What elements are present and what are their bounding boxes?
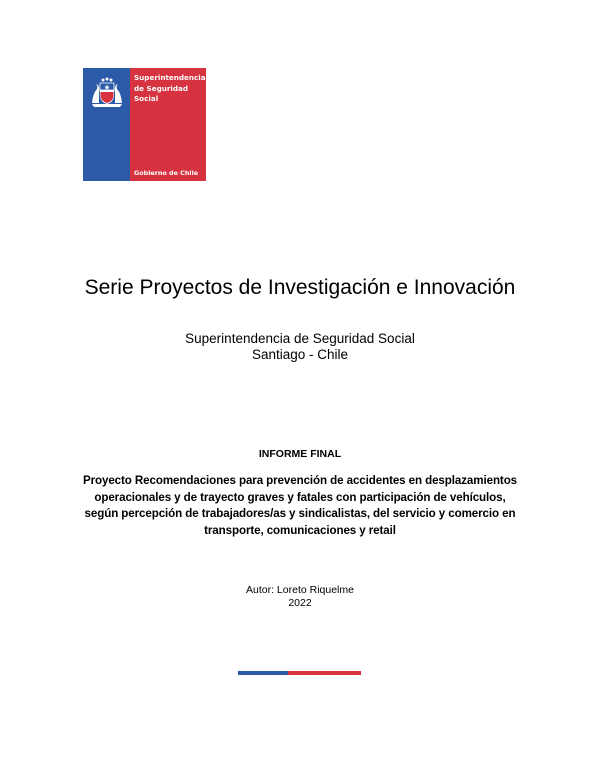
footer-color-bar [238,671,361,675]
footer-bar-blue [238,671,288,675]
subtitle-location: Santiago - Chile [251,347,349,362]
project-title: Proyecto Recomendaciones para prevención de accidentes en desplazamientos operacionales y de trayecto graves y fatales con participación de vehículos, según percepción de trabajadores/as y sindicalistas, del servicio y comercio en transporte, comunicaciones y retail [82,474,518,537]
logo-blue-panel [83,68,130,181]
logo-government-label: Gobierno de Chile [134,169,199,177]
subtitle-organization: Superintendencia de Seguridad Social [185,331,415,346]
footer-bar-red [288,671,361,675]
publication-year: 2022 [288,597,312,609]
logo-red-panel [130,68,206,181]
institution-logo [83,68,206,181]
logo-institution-name: Superintendencia de Seguridad Social [134,73,206,103]
series-title: Serie Proyectos de Investigación e Innovación [84,276,516,299]
report-type-label: INFORME FINAL [258,448,342,460]
author-name: Autor: Loreto Riquelme [246,584,354,596]
subtitle-block [60,331,540,363]
author-block [60,584,540,610]
chile-coat-of-arms-icon [88,75,126,109]
